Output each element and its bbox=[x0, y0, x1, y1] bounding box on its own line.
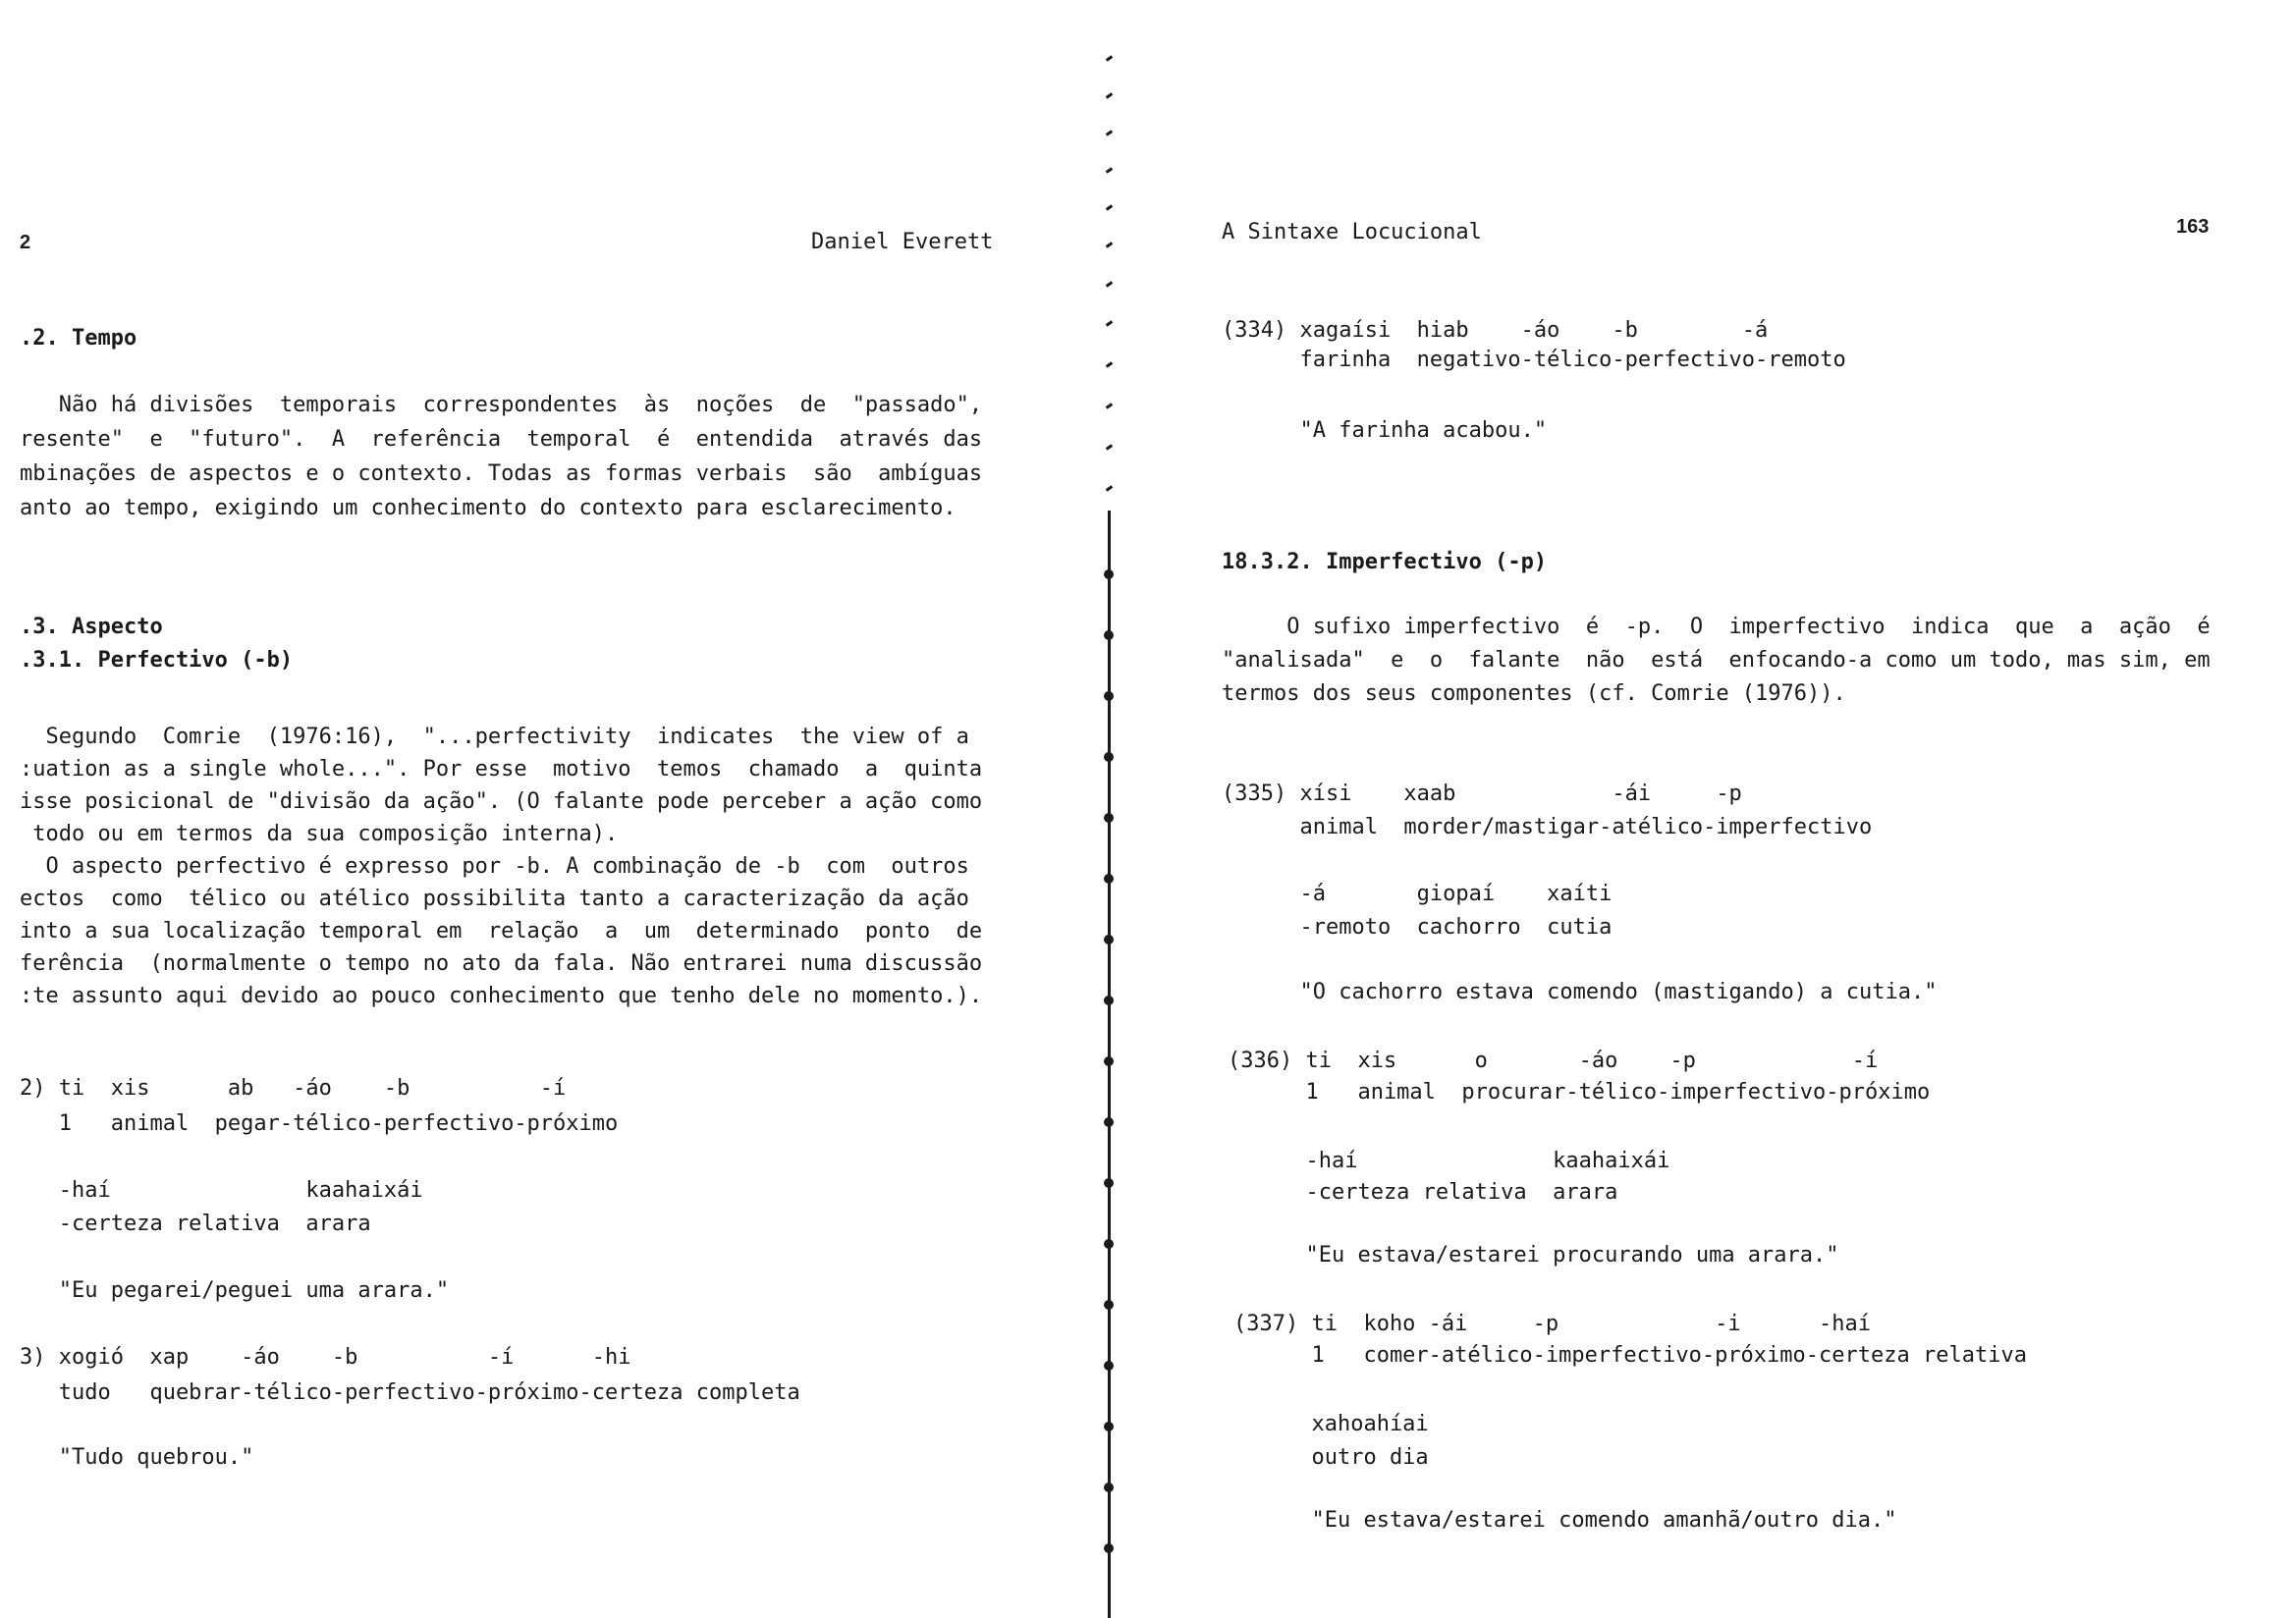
gloss-morphemes: (334) xagaísi hiab -áo -b -á bbox=[1222, 318, 1769, 343]
binding-hole bbox=[1104, 1178, 1114, 1188]
binding-hole bbox=[1104, 935, 1114, 944]
text-line: resente" e "futuro". A referência temporal é entendida através das bbox=[20, 427, 983, 452]
binding-hole bbox=[1104, 752, 1114, 762]
text-line: Segundo Comrie (1976:16), "...perfectivity indicates the view of a bbox=[20, 725, 969, 749]
text-line: mbinações de aspectos e o contexto. Todas as formas verbais são ambíguas bbox=[20, 461, 983, 486]
binding-mark bbox=[1106, 281, 1113, 287]
gloss-meaning: 1 animal pegar-télico-perfectivo-próximo bbox=[20, 1111, 619, 1136]
gloss-morphemes: (335) xísi xaab -ái -p bbox=[1222, 782, 1742, 806]
text-line: O aspecto perfectivo é expresso por -b. A combinação de -b com outros bbox=[20, 854, 969, 879]
binding-mark bbox=[1106, 130, 1113, 135]
gloss-meaning: farinha negativo-télico-perfectivo-remoto bbox=[1222, 348, 1846, 372]
gloss-morphemes: -haí kaahaixái bbox=[20, 1178, 423, 1203]
binding-mark bbox=[1106, 444, 1113, 450]
free-translation: "Tudo quebrou." bbox=[20, 1445, 254, 1470]
gloss-meaning: 1 animal procurar-télico-imperfectivo-próximo bbox=[1228, 1080, 1931, 1105]
binding-mark bbox=[1106, 320, 1113, 326]
binding-hole bbox=[1104, 1239, 1114, 1249]
text-line: Não há divisões temporais correspondentes às noções de "passado", bbox=[20, 393, 983, 417]
gloss-morphemes: (337) ti koho -ái -p -i -haí bbox=[1233, 1312, 1872, 1336]
gloss-meaning: tudo quebrar-télico-perfectivo-próximo-certeza completa bbox=[20, 1380, 800, 1405]
gloss-morphemes: xahoahíai bbox=[1233, 1412, 1429, 1436]
text-line: termos dos seus componentes (cf. Comrie (1976)). bbox=[1222, 681, 1846, 706]
left-running-header: Daniel Everett bbox=[811, 230, 994, 254]
binding-mark bbox=[1106, 55, 1113, 61]
right-running-header: A Sintaxe Locucional bbox=[1222, 220, 1482, 244]
gloss-meaning: -certeza relativa arara bbox=[1228, 1180, 1618, 1205]
gloss-meaning: outro dia bbox=[1233, 1445, 1429, 1470]
text-line: :uation as a single whole...". Por esse motivo temos chamado a quinta bbox=[20, 757, 983, 782]
gloss-morphemes: 2) ti xis ab -áo -b -í bbox=[20, 1076, 567, 1101]
text-line: ectos como télico ou atélico possibilita tanto a caracterização da ação bbox=[20, 887, 969, 911]
binding-hole bbox=[1104, 813, 1114, 823]
free-translation: "A farinha acabou." bbox=[1222, 418, 1548, 443]
gloss-meaning: 1 comer-atélico-imperfectivo-próximo-certeza relativa bbox=[1233, 1343, 2027, 1368]
free-translation: "Eu pegarei/peguei uma arara." bbox=[20, 1278, 450, 1303]
binding-hole bbox=[1104, 1117, 1114, 1127]
text-line: O sufixo imperfectivo é -p. O imperfectivo indica que a ação é bbox=[1222, 615, 2211, 639]
right-page-number: 163 bbox=[2176, 216, 2210, 238]
gloss-morphemes: (336) ti xis o -áo -p -í bbox=[1228, 1049, 1879, 1073]
gloss-morphemes: 3) xogió xap -áo -b -í -hi bbox=[20, 1345, 631, 1370]
text-line: anto ao tempo, exigindo um conhecimento do contexto para esclarecimento. bbox=[20, 496, 957, 520]
gloss-morphemes: -á giopaí xaíti bbox=[1222, 882, 1613, 906]
binding-hole bbox=[1104, 630, 1114, 640]
gloss-meaning: -certeza relativa arara bbox=[20, 1212, 371, 1236]
binding-mark bbox=[1106, 361, 1113, 367]
binding-mark bbox=[1106, 485, 1113, 491]
section-heading-imperfectivo: 18.3.2. Imperfectivo (-p) bbox=[1222, 550, 1548, 574]
section-heading-tempo: .2. Tempo bbox=[20, 326, 137, 351]
text-line: :te assunto aqui devido ao pouco conhecimento que tenho dele no momento.). bbox=[20, 984, 983, 1008]
text-line: isse posicional de "divisão da ação". (O falante pode perceber a ação como bbox=[20, 789, 983, 814]
binding-hole bbox=[1104, 1483, 1114, 1492]
binding-hole bbox=[1104, 1543, 1114, 1553]
binding-mark bbox=[1106, 242, 1113, 247]
binding-hole bbox=[1104, 1361, 1114, 1371]
free-translation: "O cachorro estava comendo (mastigando) a cutia." bbox=[1222, 980, 1938, 1004]
binding-hole bbox=[1104, 1422, 1114, 1431]
text-line: "analisada" e o falante não está enfocando-a como um todo, mas sim, em bbox=[1222, 648, 2211, 673]
left-page-number: 2 bbox=[20, 232, 31, 253]
binding-mark bbox=[1106, 403, 1113, 408]
spiral-binding bbox=[1106, 39, 1112, 1618]
binding-hole bbox=[1104, 874, 1114, 884]
binding-mark bbox=[1106, 92, 1113, 98]
text-line: into a sua localização temporal em relação a um determinado ponto de bbox=[20, 919, 983, 944]
free-translation: "Eu estava/estarei comendo amanhã/outro dia." bbox=[1233, 1508, 1897, 1533]
text-line: ferência (normalmente o tempo no ato da fala. Não entrarei numa discussão bbox=[20, 951, 983, 976]
gloss-meaning: -remoto cachorro cutia bbox=[1222, 915, 1613, 940]
binding-hole bbox=[1104, 1056, 1114, 1066]
binding-mark bbox=[1106, 167, 1113, 173]
binding-hole bbox=[1104, 569, 1114, 579]
section-heading-perfectivo: .3.1. Perfectivo (-b) bbox=[20, 648, 294, 673]
binding-mark bbox=[1106, 204, 1113, 210]
binding-hole bbox=[1104, 1300, 1114, 1310]
text-line: todo ou em termos da sua composição interna). bbox=[20, 822, 619, 846]
gloss-morphemes: -haí kaahaixái bbox=[1228, 1149, 1670, 1173]
binding-hole bbox=[1104, 996, 1114, 1005]
gloss-meaning: animal morder/mastigar-atélico-imperfectivo bbox=[1222, 815, 1873, 839]
section-heading-aspecto: .3. Aspecto bbox=[20, 615, 163, 639]
binding-hole bbox=[1104, 691, 1114, 701]
free-translation: "Eu estava/estarei procurando uma arara." bbox=[1228, 1243, 1839, 1267]
